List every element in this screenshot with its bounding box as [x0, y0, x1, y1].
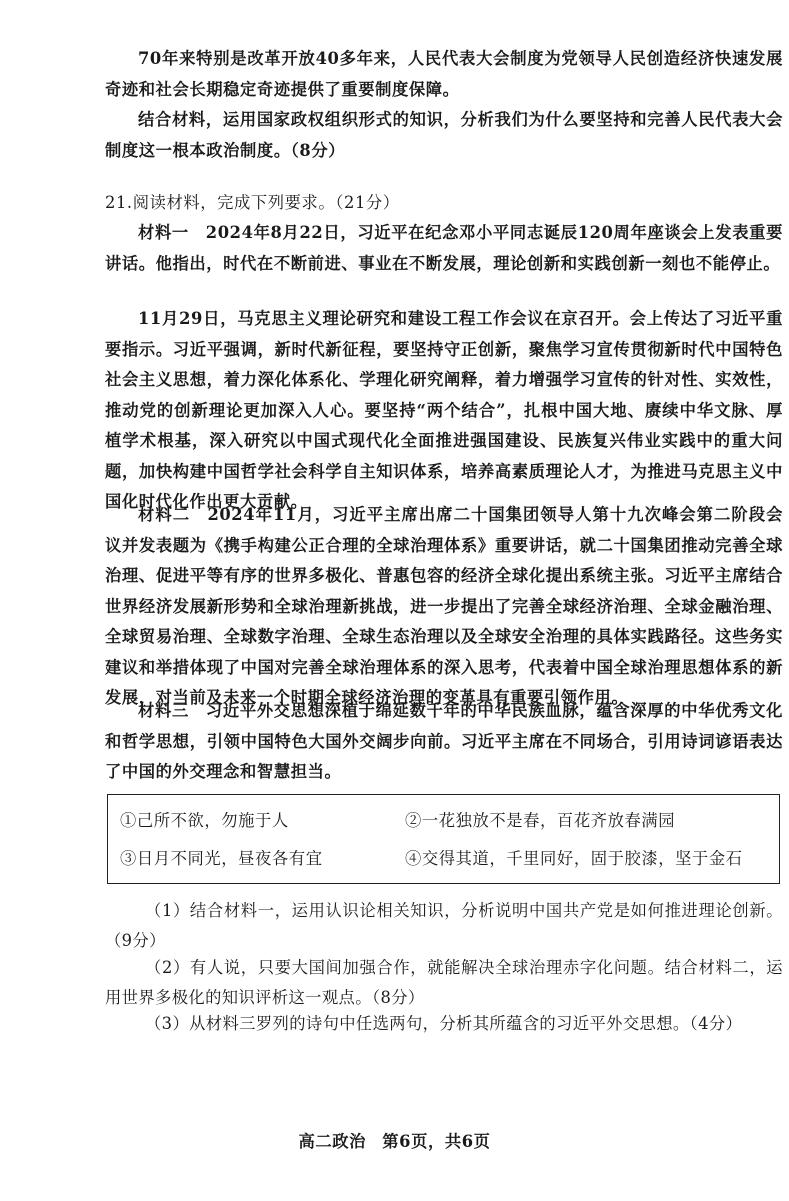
footer-subject: 高二政治 [298, 1132, 366, 1151]
page-footer [0, 1128, 789, 1152]
intro-question: 结合材料，运用国家政权组织形式的知识，分析我们为什么要坚持和完善人民代表大会制度这一根本政治制度。（8分） [105, 110, 783, 160]
sub-question-3: （3）从材料三罗列的诗句中任选两句，分析其所蕴含的习近平外交思想。（4分） [145, 1014, 743, 1033]
sub-question-1: （1）结合材料一，运用认识论相关知识，分析说明中国共产党是如何推进理论创新。（9分） [105, 901, 783, 950]
intro-paragraph-1: 70年来特别是改革开放40多年来，人民代表大会制度为党领导人民创造经济快速发展奇迹和社会长期稳定奇迹提供了重要制度保障。 [105, 49, 783, 99]
quote-2: ②一花独放不是春，百花齐放春满园 [405, 811, 676, 830]
q21-heading: 21.阅读材料，完成下列要求。（21分） [105, 193, 400, 212]
material-2: 材料二 2024年11月，习近平主席出席二十国集团领导人第十九次峰会第二阶段会议并发表题为《携手构建公正合理的全球治理体系》重要讲话，就二十国集团推动完善全球治理、促进平等有序的世界多极化、普惠包容的经济全球化提出系统主张。习近平主席结合世界经济发展新形势和全球治理新挑战，进一步提出了完善全球经济治理、全球金融治理、全球贸易治理、全球数字治理、全球生态治理以及全球安全治理的具体实践路径。这些务实建议和举措体现了中国对完善全球治理体系的深入思考，代表着中国全球治理思想体系的新发展，对当前及未来一个时期全球经济治理的变革具有重要引领作用。 [105, 505, 783, 707]
quote-1: ①己所不欲，勿施于人 [120, 811, 289, 830]
footer-page-number: 第6页，共6页 [382, 1132, 491, 1151]
quote-3: ③日月不同光，昼夜各有宜 [120, 849, 323, 868]
quotes-box [107, 794, 780, 884]
material-1-part-a: 材料一 2024年8月22日，习近平在纪念邓小平同志诞辰120周年座谈会上发表重要讲话。他指出，时代在不断前进、事业在不断发展，理论创新和实践创新一刻也不能停止。 [105, 223, 783, 273]
sub-question-2: （2）有人说，只要大国间加强合作，就能解决全球治理赤字化问题。结合材料二，运用世界多极化的知识评析这一观点。（8分） [105, 958, 783, 1007]
quote-4: ④交得其道，千里同好，固于胶漆，坚于金石 [405, 849, 743, 868]
material-1-part-b: 11月29日，马克思主义理论研究和建设工程工作会议在京召开。会上传达了习近平重要指示。习近平强调，新时代新征程，要坚持守正创新，聚焦学习宣传贯彻新时代中国特色社会主义思想，着力深化体系化、学理化研究阐释，着力增强学习宣传的针对性、实效性，推动党的创新理论更加深入人心。要坚持“两个结合”，扎根中国大地、赓续中华文脉、厚植学术根基，深入研究以中国式现代化全面推进强国建设、民族复兴伟业实践中的重大问题，加快构建中国哲学社会科学自主知识体系，培养高素质理论人才，为推进马克思主义中国化时代化作出更大贡献。 [105, 309, 783, 511]
material-3: 材料三 习近平外交思想深植于绵延数千年的中华民族血脉，蕴含深厚的中华优秀文化和哲学思想，引领中国特色大国外交阔步向前。习近平主席在不同场合，引用诗词谚语表达了中国的外交理念和智慧担当。 [105, 701, 783, 781]
